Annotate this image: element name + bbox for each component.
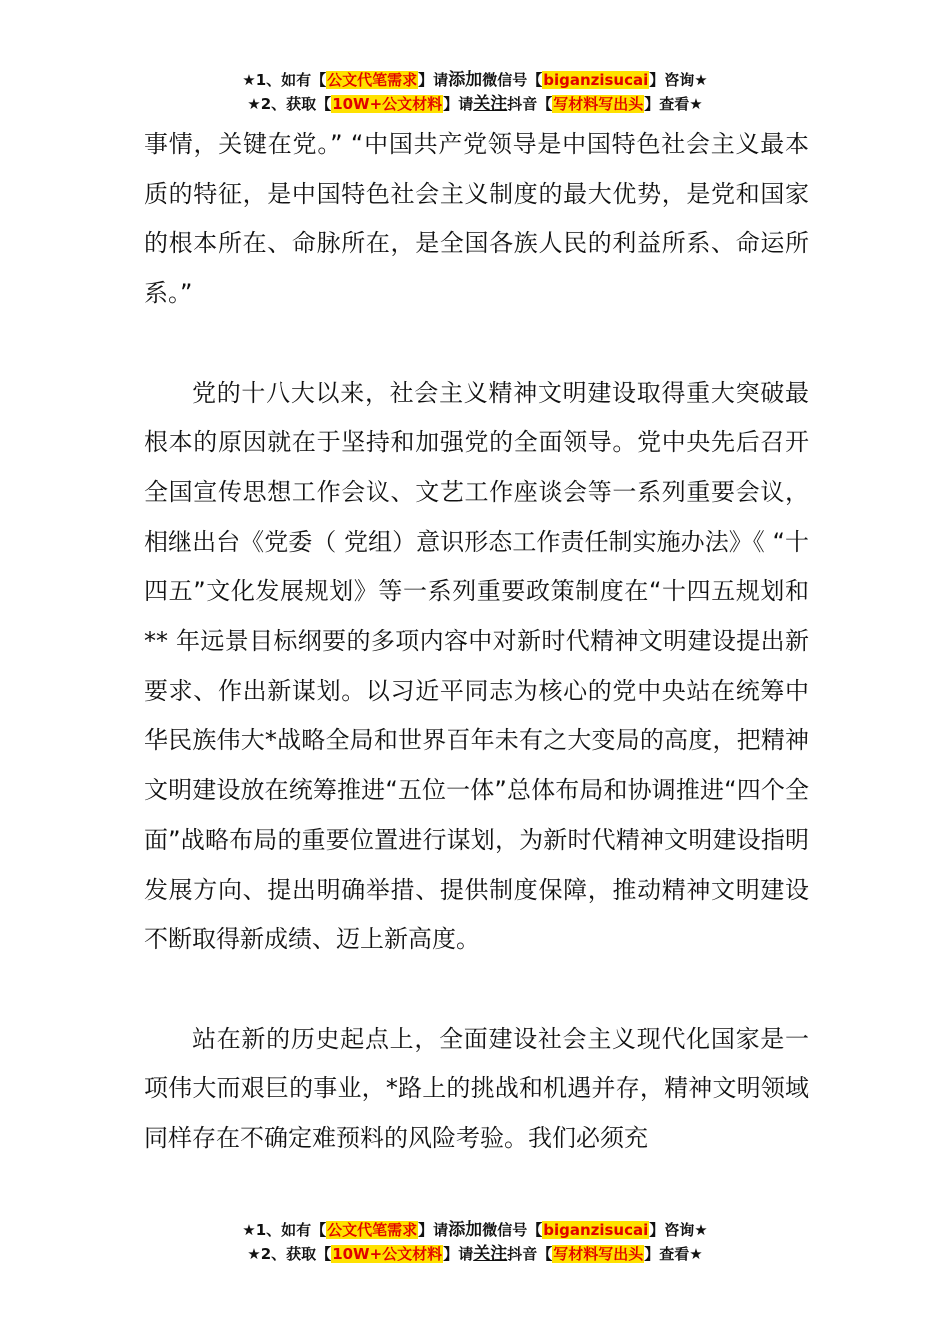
paragraph: 党的十八大以来，社会主义精神文明建设取得重大突破最根本的原因就在于坚持和加强党的全面领导。党中央先后召开全国宣传思想工作会议、文艺工作座谈会等一系列重要会议，相继出台《党委（ 党组）意识形态工作责任制实施办法》《 “十四五”文化发展规划》等一系列重要政策制度在“十四五规划和 ** 年远景目标纲要的多项内容中对新时代精神文明建设提出新要求、作出新谋划。以习近平同志为核心的党中央站在统筹中华民族伟大*战略全局和世界百年未有之大变局的高度，把精神文明建设放在统筹推进“五位一体”总体布局和协调推进“四个全面”战略布局的重要位置进行谋划，为新时代精神文明建设指明发展方向、提出明确举措、提供制度保障，推动精神文明建设不断取得新成绩、迈上新高度。 — [144, 378, 809, 954]
banner-emphasis: 添加 — [448, 1220, 483, 1240]
banner-text: ★1、如有【 — [242, 71, 327, 89]
banner-text: ★2、获取【 — [247, 95, 332, 113]
banner-douyin-id: 写材料写出头 — [553, 1245, 644, 1263]
paragraph: 站在新的历史起点上，全面建设社会主义现代化国家是一项伟大而艰巨的事业，*路上的挑战和机遇并存，精神文明领域同样存在不确定难预料的风险考验。我们必须充 — [144, 1024, 809, 1153]
footer-banner — [0, 1218, 950, 1266]
banner-text: 抖音【 — [507, 95, 553, 113]
paragraph-continuation: 事情，关键在党。” “中国共产党领导是中国特色社会主义最本质的特征，是中国特色社会主义制度的最大优势，是党和国家的根本所在、命脉所在，是全国各族人民的利益所系、命运所系。” — [144, 130, 809, 308]
header-banner — [0, 68, 950, 116]
banner-text: 】请 — [443, 95, 474, 113]
banner-line-1 — [0, 68, 950, 92]
document-body — [144, 120, 809, 1164]
banner-line-1 — [0, 1218, 950, 1242]
banner-text: 】请 — [443, 1245, 474, 1263]
banner-highlight: 公文代笔需求 — [327, 71, 418, 89]
paragraph-gap — [144, 319, 809, 369]
banner-text: 微信号【 — [482, 1221, 543, 1239]
banner-text: 抖音【 — [507, 1245, 553, 1263]
banner-highlight: 10W+公文材料 — [332, 95, 443, 113]
banner-douyin-id: 写材料写出头 — [553, 95, 644, 113]
banner-text: 】请 — [418, 1221, 449, 1239]
banner-wechat-id: biganzisucai — [543, 71, 649, 89]
banner-text: 】查看★ — [644, 1245, 703, 1263]
banner-highlight: 10W+公文材料 — [332, 1245, 443, 1263]
paragraph-gap — [144, 965, 809, 1015]
banner-text: 】请 — [418, 71, 449, 89]
banner-wechat-id: biganzisucai — [543, 1221, 649, 1239]
banner-text: 】查看★ — [644, 95, 703, 113]
banner-emphasis: 添加 — [448, 70, 483, 90]
banner-text: 】咨询★ — [649, 71, 708, 89]
banner-text: 】咨询★ — [649, 1221, 708, 1239]
banner-emphasis: 关注 — [473, 94, 508, 114]
banner-line-2 — [0, 1242, 950, 1266]
banner-line-2 — [0, 92, 950, 116]
banner-text: 微信号【 — [482, 71, 543, 89]
banner-text: ★1、如有【 — [242, 1221, 327, 1239]
banner-text: ★2、获取【 — [247, 1245, 332, 1263]
banner-emphasis: 关注 — [473, 1244, 508, 1264]
banner-highlight: 公文代笔需求 — [327, 1221, 418, 1239]
